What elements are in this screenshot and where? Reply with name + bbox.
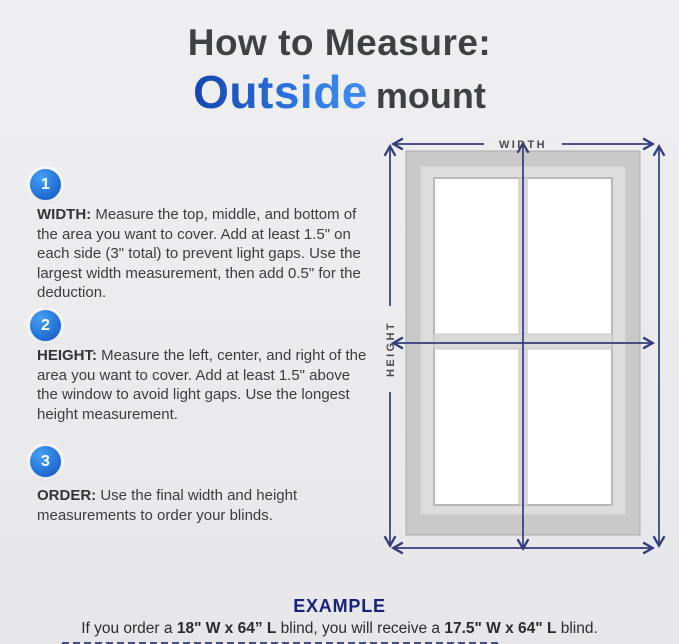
- example-received-size: 17.5" W x 64" L: [444, 620, 557, 637]
- example-line: [0, 620, 679, 638]
- step-2-body: Measure the left, center, and right of the area you want to cover. Add at least 1.5" above the window to avoid light gaps. Use the longest height measurement.: [37, 347, 367, 423]
- height-label: HEIGHT: [385, 321, 397, 377]
- page-title: [0, 22, 679, 119]
- title-highlight: Outside: [193, 66, 368, 118]
- example-ordered-size: 18" W x 64” L: [176, 620, 277, 637]
- step-1-text: [37, 205, 373, 303]
- title-suffix: mount: [375, 75, 486, 116]
- step-1-badge: 1: [30, 169, 61, 200]
- step-2-text: [37, 346, 373, 424]
- step-1-body: Measure the top, middle, and bottom of the area you want to cover. Add at least 1.5" on each side (3" total) to prevent light gaps. Use the largest width measurement, then add 0.5" for the deduction.: [37, 206, 361, 301]
- example-prefix: If you order a: [81, 620, 177, 637]
- example-middle: blind, you will receive a: [276, 620, 445, 637]
- step-3-body: Use the final width and height measurements to order your blinds.: [37, 487, 298, 524]
- step-1-label: WIDTH:: [37, 206, 92, 223]
- title-line2: [0, 65, 679, 119]
- example-heading: EXAMPLE: [293, 596, 386, 616]
- step-2-badge: 2: [30, 310, 61, 341]
- step-3-text: [37, 486, 373, 525]
- step-3-label: ORDER:: [37, 487, 97, 504]
- width-label: WIDTH: [498, 139, 548, 151]
- step-3-badge: 3: [30, 446, 61, 477]
- window-measurement-diagram: [378, 130, 670, 558]
- title-line1: How to Measure:: [187, 22, 492, 63]
- window-diagram-svg: [378, 130, 670, 558]
- example-suffix: blind.: [556, 620, 598, 637]
- example-section: [0, 596, 679, 638]
- step-2-label: HEIGHT:: [37, 347, 97, 364]
